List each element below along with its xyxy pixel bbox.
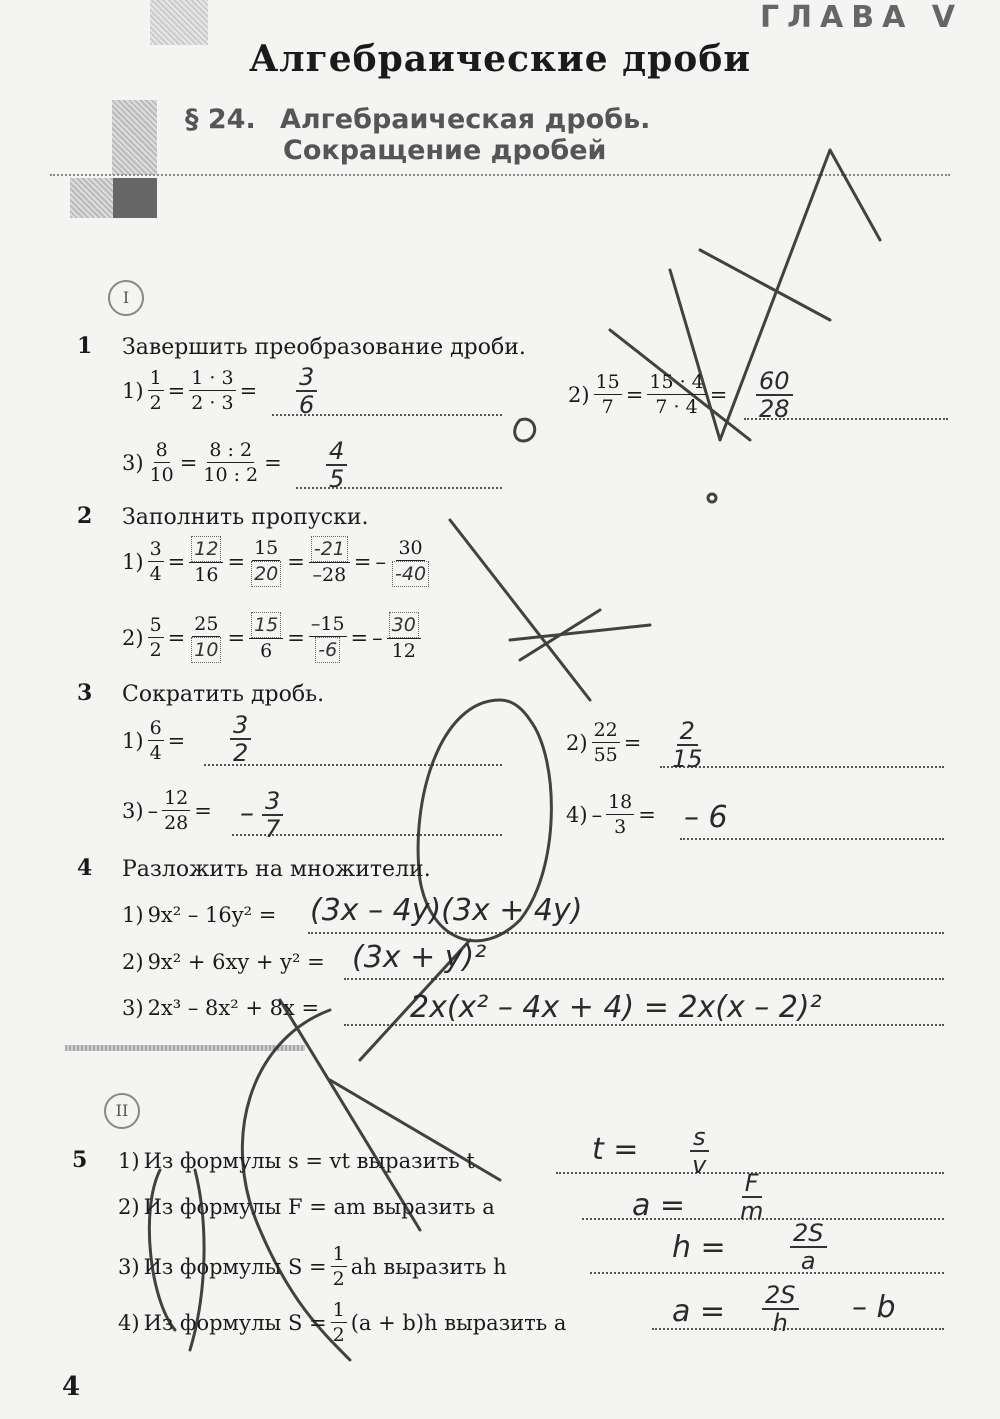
handwritten-answer	[762, 1282, 799, 1336]
minus-sign: –	[591, 802, 603, 827]
fraction	[189, 536, 223, 587]
task-4-text: Разложить на множители.	[122, 857, 431, 882]
item-label: 4)	[118, 1310, 140, 1335]
denominator: 4	[149, 563, 162, 585]
task-3-item-3: 3) – $\frac{12}{28}$ =	[122, 787, 212, 834]
task-text: ah выразить h	[350, 1254, 507, 1279]
numerator: s	[690, 1124, 709, 1152]
fraction	[390, 536, 431, 587]
numerator: 5	[149, 614, 162, 636]
task-5-item-4	[118, 1298, 566, 1347]
level-marker-2: II	[104, 1093, 140, 1129]
handwritten-answer	[740, 1170, 763, 1224]
task-5-item-2	[118, 1195, 495, 1219]
fraction	[189, 366, 235, 415]
filled-blank: 15	[251, 612, 281, 638]
task-number-3: 3	[77, 680, 93, 706]
fraction	[331, 1242, 347, 1291]
denominator: 2	[149, 639, 162, 661]
denominator: 10	[149, 464, 174, 486]
handwritten-answer	[326, 438, 347, 492]
fraction	[148, 716, 164, 765]
task-1-item-1: 1) $\frac{1}{2}$ = $\frac{1 \cdot 3}{2 \cdot 3}$ =	[122, 367, 258, 414]
fraction	[387, 612, 421, 663]
section-heading	[185, 104, 650, 166]
denominator: 5	[329, 465, 345, 493]
numerator: 3	[230, 712, 251, 740]
task-2-row-1: 1) $\frac{3}{4}$ = $\frac{12}{16}$ = $\frac{15}{20}$ = $\frac{-21}{-28}$ = – $\frac{30}{-40}$	[122, 536, 431, 587]
watermark-letter-k	[280, 940, 500, 1230]
handwritten-answer	[690, 1124, 709, 1178]
task-3-item-4: 4) – $\frac{18}{3}$ =	[566, 791, 656, 838]
header-pattern-block	[112, 100, 157, 175]
task-3-item-2: 2) $\frac{22}{55}$ =	[566, 719, 642, 766]
filled-blank: 20	[251, 561, 281, 587]
handwritten-answer: – 6	[684, 800, 728, 835]
item-label: 2)	[566, 730, 588, 755]
handwritten-answer: (3x – 4y)(3x + 4y)	[310, 893, 583, 928]
answer-line	[344, 976, 944, 980]
fraction	[606, 790, 634, 839]
filled-blank: 10	[191, 637, 221, 663]
numerator: 3	[296, 364, 317, 392]
task-1-text: Завершить преобразование дроби.	[122, 335, 526, 360]
numerator: 30	[398, 537, 423, 559]
task-number-5: 5	[72, 1147, 88, 1173]
numerator: 2S	[790, 1220, 827, 1248]
numerator: 3	[149, 538, 162, 560]
task-text: (a + b)h выразить a	[350, 1310, 567, 1335]
item-label: 2)	[122, 625, 144, 650]
item-label: 1)	[122, 728, 144, 753]
handwritten-answer-tail: – b	[852, 1290, 896, 1325]
minus-sign: –	[375, 549, 387, 574]
numerator: 15 · 4	[649, 371, 704, 393]
denominator: 7 · 4	[655, 396, 698, 418]
numerator: 2S	[762, 1282, 799, 1310]
section-title-line1: Алгебраическая дробь.	[280, 104, 651, 135]
denominator: 12	[391, 640, 416, 662]
denominator: 4	[149, 742, 162, 764]
handwritten-answer-lhs: a =	[672, 1294, 726, 1329]
numerator: 15	[595, 371, 620, 393]
task-5-item-3	[118, 1242, 507, 1291]
fraction	[594, 370, 622, 419]
denominator: 15	[672, 745, 703, 773]
fraction	[189, 612, 223, 663]
denominator: 2	[332, 1268, 345, 1290]
numerator: 2	[677, 718, 698, 746]
item-label: 1)	[122, 903, 144, 927]
fraction	[148, 438, 176, 487]
page-number: 4	[62, 1372, 81, 1402]
denominator: a	[800, 1247, 816, 1275]
task-2-row-2: 2) $\frac{5}{2}$ = $\frac{25}{10}$ = $\frac{15}{6}$ = $\frac{-15}{-6}$ = – $\frac{30}{12}$	[122, 612, 421, 663]
handwritten-answer	[296, 364, 317, 418]
item-label: 1)	[122, 549, 144, 574]
answer-line	[308, 930, 944, 934]
numerator: 15	[254, 537, 279, 559]
denominator: 3	[614, 816, 627, 838]
denominator: 2	[332, 1324, 345, 1346]
minus-sign: –	[372, 625, 383, 650]
item-label: 1)	[122, 378, 144, 403]
denominator: h	[772, 1309, 788, 1337]
denominator: 7	[601, 396, 614, 418]
denominator: 2 · 3	[191, 392, 234, 414]
task-text: Из формулы F = am выразить a	[143, 1195, 495, 1219]
denominator: 28	[164, 812, 189, 834]
item-label: 3)	[122, 450, 144, 475]
handwritten-answer: (3x + y)²	[352, 940, 487, 975]
fraction	[249, 536, 283, 587]
numerator: 8	[155, 439, 168, 461]
numerator: –15	[310, 613, 345, 635]
fraction	[309, 536, 350, 587]
numerator: 18	[608, 791, 633, 813]
fraction	[309, 612, 347, 663]
minus-sign: –	[147, 798, 159, 823]
task-4-item-2	[122, 950, 325, 974]
item-label: 3)	[122, 996, 144, 1020]
header-dark-block	[113, 178, 157, 218]
filled-blank: 30	[389, 612, 419, 638]
numerator: 3	[262, 788, 283, 816]
numerator: 1	[332, 1299, 345, 1321]
header-divider	[50, 174, 950, 176]
fraction	[148, 366, 164, 415]
denominator: v	[692, 1151, 707, 1179]
filled-blank: 12	[191, 536, 221, 562]
filled-blank: -6	[315, 637, 340, 663]
denominator: m	[740, 1197, 764, 1225]
denominator: 6	[299, 391, 315, 419]
handwritten-answer	[756, 368, 793, 422]
item-label: 2)	[122, 950, 144, 974]
fraction	[647, 370, 705, 419]
handwritten-answer-sign: –	[240, 796, 254, 829]
numerator: 22	[593, 719, 618, 741]
task-number-2: 2	[77, 503, 93, 529]
numerator: 8 : 2	[209, 439, 253, 461]
chapter-label: ГЛАВА V	[760, 0, 963, 35]
task-4-item-1	[122, 903, 276, 927]
denominator: 2	[149, 392, 162, 414]
filled-blank: -40	[392, 561, 429, 587]
numerator: F	[742, 1170, 762, 1198]
task-text: Из формулы s = vt выразить t	[143, 1149, 475, 1173]
handwritten-answer	[672, 718, 703, 772]
denominator: 16	[194, 564, 219, 586]
watermark-dot	[708, 494, 716, 502]
handwritten-answer	[230, 712, 251, 766]
fraction	[592, 718, 620, 767]
handwritten-answer	[790, 1220, 827, 1274]
denominator: 55	[593, 744, 618, 766]
item-label: 4)	[566, 802, 588, 827]
task-text: Из формулы S =	[143, 1254, 327, 1279]
handwritten-answer-lhs: a =	[632, 1188, 686, 1223]
section-title-line2: Сокращение дробей	[283, 135, 607, 166]
filled-blank: -21	[311, 536, 348, 562]
denominator: 28	[759, 395, 790, 423]
handwritten-answer-lhs: h =	[672, 1230, 726, 1265]
handwritten-answer: 2x(x² – 4x + 4) = 2x(x – 2)²	[410, 990, 822, 1025]
answer-line	[660, 764, 944, 768]
watermark-letter-k2	[450, 520, 650, 700]
task-number-1: 1	[77, 333, 93, 359]
section-number: § 24.	[185, 104, 256, 135]
task-3-item-1: 1) $\frac{6}{4}$ =	[122, 717, 186, 764]
fraction	[162, 786, 190, 835]
item-label: 1)	[118, 1149, 140, 1173]
task-1-item-2: 2) $\frac{15}{7}$ = $\frac{15 \cdot 4}{7 \cdot 4}$ =	[568, 371, 728, 418]
handwritten-answer	[262, 788, 283, 842]
numerator: 1 · 3	[191, 367, 234, 389]
expression: 9x² – 16y² =	[147, 903, 277, 927]
denominator: –28	[312, 564, 347, 586]
numerator: 12	[164, 787, 189, 809]
fraction	[249, 612, 283, 663]
answer-line	[590, 1270, 944, 1274]
denominator: 7	[265, 815, 281, 843]
item-label: 2)	[118, 1195, 140, 1219]
task-5-item-1	[118, 1149, 475, 1173]
task-1-item-3: 3) $\frac{8}{10}$ = $\frac{8 : 2}{10 : 2}$ =	[122, 439, 282, 486]
numerator: 1	[332, 1243, 345, 1265]
answer-line	[680, 836, 944, 840]
numerator: 60	[756, 368, 793, 396]
watermark-letter-o2	[515, 419, 535, 441]
task-3-text: Сократить дробь.	[122, 682, 325, 707]
fraction	[201, 438, 260, 487]
item-label: 3)	[122, 798, 144, 823]
fraction	[148, 537, 164, 586]
task-number-4: 4	[77, 855, 93, 881]
numerator: 4	[326, 438, 347, 466]
numerator: 6	[149, 717, 162, 739]
expression: 9x² + 6xy + y² =	[147, 950, 325, 974]
item-label: 3)	[118, 1254, 140, 1279]
page-title: Алгебраические дроби	[248, 38, 752, 80]
task-2-text: Заполнить пропуски.	[122, 505, 369, 530]
level-marker-1: I	[108, 280, 144, 316]
task-4-item-3	[122, 996, 319, 1020]
section-divider	[65, 1045, 305, 1051]
expression: 2x³ – 8x² + 8x =	[147, 996, 320, 1020]
task-text: Из формулы S =	[143, 1310, 327, 1335]
numerator: 1	[149, 367, 162, 389]
numerator: 25	[194, 613, 219, 635]
handwritten-answer-lhs: t =	[592, 1132, 639, 1167]
denominator: 2	[233, 739, 249, 767]
fraction	[148, 613, 164, 662]
item-label: 2)	[568, 382, 590, 407]
fraction	[331, 1298, 347, 1347]
denominator: 6	[260, 640, 273, 662]
header-pattern-block	[70, 178, 115, 218]
denominator: 10 : 2	[203, 464, 259, 486]
